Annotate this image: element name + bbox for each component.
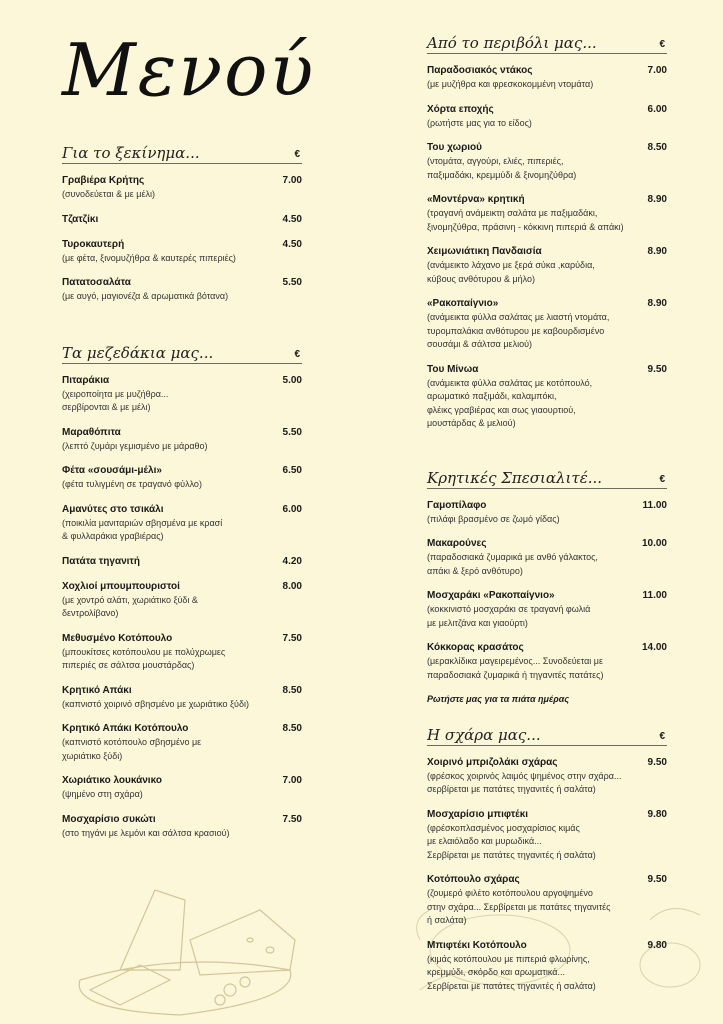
item-price: 7.50 — [282, 632, 302, 644]
menu-item — [62, 580, 302, 621]
item-description: (κιμάς κοτόπουλου με πιπεριά φλωρίνης, κρεμμύδι, σκόρδο και αρωματικά... Σερβίρεται με πατάτες τηγανιτές ή σαλάτα) — [427, 953, 596, 991]
item-name: Πατάτα τηγανιτή — [62, 555, 141, 567]
item-price: 6.50 — [282, 465, 302, 476]
item-name: Γαμοπίλαφο — [427, 499, 487, 511]
item-name: Μοσχαράκι «Ρακοπαίγνιο» — [427, 590, 555, 601]
currency-label: € — [294, 149, 300, 160]
item-name: Κρητικό Απάκι — [62, 684, 132, 696]
menu-item — [427, 297, 667, 352]
section-salads — [427, 31, 667, 442]
item-name: Μεθυσμένο Κοτόπουλο — [62, 632, 173, 644]
item-description: (φρέσκος χοιρινός λαιμός ψημένος στην σχάρα... σερβίρεται με πατάτες τηγανιτές ή σαλάτα) — [427, 770, 622, 794]
item-name: Μακαρούνες — [427, 538, 487, 549]
item-price: 9.80 — [647, 939, 667, 951]
section-starters — [62, 141, 302, 315]
section-title: Τα μεζεδάκια μας... — [62, 343, 214, 362]
left-column — [62, 141, 302, 851]
item-price: 8.90 — [647, 246, 667, 257]
item-name: Τζατζίκι — [62, 213, 99, 225]
menu-item — [427, 589, 667, 630]
item-price: 11.00 — [642, 590, 667, 601]
menu-item — [62, 426, 302, 454]
item-price: 8.90 — [647, 194, 667, 205]
item-description: (ψημένο στη σχάρα) — [62, 789, 143, 799]
item-name: Του χωριού — [427, 142, 482, 153]
item-price: 5.50 — [282, 426, 302, 438]
item-name: Φέτα «σουσάμι-μέλι» — [62, 465, 162, 476]
item-name: Κοτόπουλο σχάρας — [427, 874, 520, 885]
daily-dishes-note: Ρωτήστε μας για τα πιάτα ημέρας — [427, 694, 570, 704]
item-price: 7.00 — [647, 65, 667, 76]
item-name: Παραδοσιακός ντάκος — [427, 65, 533, 76]
item-description: (με μυζήθρα και φρεσκοκομμένη ντομάτα) — [427, 79, 594, 89]
item-name: Κρητικό Απάκι Κοτόπουλο — [62, 723, 189, 734]
item-price: 7.50 — [282, 813, 302, 825]
item-description: (με χοντρό αλάτι, χωριάτικο ξύδι & δεντρολίβανο) — [62, 594, 198, 618]
section-cretan-specialties — [427, 466, 667, 707]
menu-item — [62, 813, 302, 841]
item-price: 11.00 — [642, 499, 667, 511]
section-title: Από το περιβόλι μας... — [427, 34, 597, 52]
item-name: Χόρτα εποχής — [427, 103, 494, 115]
item-description: (τραγανή ανάμεικτη σαλάτα με παξιμαδάκι, ξινομηζύθρα, πράσινη - κόκκινη πιπεριά & απάκι) — [427, 208, 624, 232]
item-price: 4.50 — [282, 213, 302, 225]
item-description: (πιλάφι βρασμένο σε ζωμό γίδας) — [427, 513, 560, 524]
currency-label: € — [659, 39, 665, 50]
item-description: (ανάμεικτα φύλλα σαλάτας με λιαστή ντομάτα, τυρομπαλάκια ανθότυρου με καβουρδισμένο σουσάμι & σάλτσα μελιού) — [427, 312, 610, 349]
item-name: «Μοντέρνα» κρητική — [427, 194, 525, 205]
menu-item — [427, 64, 667, 92]
item-description: (φρέσκοπλασμένος μοσχαρίσιος κιμάς με ελαιόλαδο και μυρωδικά... Σερβίρεται με πατάτες τηγανιτές ή σαλάτα) — [427, 822, 596, 860]
item-price: 9.80 — [647, 808, 667, 820]
item-name: Μαραθόπιτα — [62, 426, 121, 438]
item-price: 7.00 — [282, 775, 302, 786]
menu-item — [427, 363, 667, 431]
item-name: Του Μίνωα — [427, 363, 479, 375]
item-description: (καπνιστό κοτόπουλο σβησμένο με χωριάτικο ξύδι) — [62, 737, 202, 761]
menu-item — [62, 464, 302, 492]
item-name: Χωριάτικο λουκάνικο — [62, 775, 162, 786]
section-title: Για το ξεκίνημα... — [62, 144, 200, 162]
item-price: 8.50 — [282, 723, 302, 734]
menu-item — [427, 141, 667, 182]
item-description: (με αυγό, μαγιονέζα & αρωματικά βότανα) — [62, 291, 229, 301]
item-name: Τυροκαυτερή — [62, 238, 125, 250]
currency-label: € — [659, 473, 665, 485]
item-price: 4.50 — [282, 238, 302, 250]
cheese-illustration — [60, 870, 300, 1020]
item-price: 9.50 — [647, 363, 667, 375]
menu-item — [427, 245, 667, 286]
item-price: 6.00 — [282, 503, 302, 515]
item-name: Χοχλιοί μπουμπουριστοί — [62, 580, 180, 592]
item-name: Μπιφτέκι Κοτόπουλο — [427, 939, 527, 951]
item-description: (ζουμερό φιλέτο κοτόπουλου αργοψημένο στην σχάρα... Σερβίρεται με πατάτες τηγανιτές ή σαλάτα) — [427, 888, 611, 925]
item-price: 14.00 — [641, 642, 667, 653]
currency-label: € — [294, 348, 300, 360]
menu-item — [62, 555, 302, 569]
item-name: Χοιρινό μπριζολάκι σχάρας — [427, 756, 558, 768]
menu-item — [427, 641, 667, 682]
item-name: Αμανύτες στο τσικάλι — [62, 503, 164, 515]
item-price: 8.50 — [647, 142, 667, 153]
item-price: 8.90 — [647, 298, 667, 309]
menu-item — [62, 276, 302, 304]
menu-item — [427, 808, 667, 863]
section-header — [62, 141, 302, 164]
item-description: (ρωτήστε μας για το είδος) — [427, 117, 532, 128]
item-price: 8.00 — [282, 580, 302, 592]
item-description: (λεπτό ζυμάρι γεμισμένο με μάραθο) — [62, 440, 208, 451]
section-header — [427, 723, 667, 746]
section-title: Η σχάρα μας... — [427, 725, 541, 744]
item-description: (συνοδεύεται & με μέλι) — [62, 189, 155, 199]
item-description: (μπουκίτσες κοτόπουλου με πολύχρωμες πιπεριές σε σάλτσα μουστάρδας) — [62, 646, 226, 670]
item-name: Μοσχαρίσιο μπιφτέκι — [427, 808, 529, 820]
menu-item — [62, 503, 302, 544]
item-price: 10.00 — [641, 538, 667, 549]
item-name: Πατατοσαλάτα — [62, 277, 131, 288]
section-header — [427, 31, 667, 54]
item-price: 9.50 — [647, 874, 667, 885]
menu-item — [427, 499, 667, 527]
item-price: 5.00 — [282, 374, 302, 386]
menu-item — [427, 939, 667, 994]
item-name: Κόκκορας κρασάτος — [427, 642, 524, 653]
right-column — [427, 31, 667, 1004]
menu-item — [427, 103, 667, 131]
item-description: (στο τηγάνι με λεμόνι και σάλτσα κρασιού) — [62, 827, 230, 838]
item-description: (μερακλίδικα μαγειρεμένος... Συνοδεύεται με παραδοσιακά ζυμαρικά ή τηγανιτές πατάτες) — [427, 656, 604, 680]
section-header — [427, 466, 667, 489]
item-price: 8.50 — [282, 684, 302, 696]
item-description: (παραδοσιακά ζυμαρικά με ανθό γάλακτος, απάκι & ξερό ανθότυρο) — [427, 552, 598, 576]
item-description: (φέτα τυλιγμένη σε τραγανό φύλλο) — [62, 479, 202, 489]
section-grill — [427, 723, 667, 1005]
menu-item — [62, 213, 302, 227]
item-description: (ποικιλία μανιταριών σβησμένα με κρασί & φυλλαράκια γραβιέρας) — [62, 517, 223, 541]
item-description: (ανάμεικτο λάχανο με ξερά σύκα ,καρύδια, κύβους ανθότυρου & μήλο) — [427, 260, 595, 284]
menu-item — [62, 722, 302, 763]
item-price: 6.00 — [647, 103, 667, 115]
item-name: Μοσχαρίσιο συκώτι — [62, 813, 156, 825]
menu-item — [62, 238, 302, 266]
item-description: (κοκκινιστό μοσχαράκι σε τραγανή φωλιά με μελιτζάνα και γιαούρτι) — [427, 604, 591, 628]
menu-item — [62, 774, 302, 802]
section-meze — [62, 341, 302, 852]
menu-item — [62, 684, 302, 712]
item-price: 7.00 — [282, 175, 302, 186]
section-title: Κρητικές Σπεσιαλιτέ... — [427, 468, 603, 487]
item-description: (με φέτα, ξινομυζήθρα & καυτερές πιπεριές) — [62, 252, 236, 263]
section-header — [62, 341, 302, 364]
currency-label: € — [659, 730, 665, 742]
item-price: 5.50 — [282, 277, 302, 288]
menu-item — [62, 632, 302, 673]
item-price: 4.20 — [282, 555, 302, 567]
menu-item — [62, 374, 302, 415]
item-description: (ντομάτα, αγγούρι, ελιές, πιπεριές, παξιμαδάκι, κρεμμύδι & ξινομηζύθρα) — [427, 156, 577, 180]
menu-item — [427, 193, 667, 234]
menu-item — [427, 537, 667, 578]
menu-item — [62, 174, 302, 202]
item-name: Γραβιέρα Κρήτης — [62, 175, 145, 186]
item-price: 9.50 — [647, 756, 667, 768]
item-name: «Ρακοπαίγνιο» — [427, 298, 499, 309]
item-description: (καπνιστό χοιρινό σβησμένο με χωριάτικο ξύδι) — [62, 698, 249, 709]
item-description: (χειροποίητα με μυζήθρα... σερβίρονται & με μέλι) — [62, 388, 169, 412]
menu-item — [427, 756, 667, 797]
item-description: (ανάμεικτα φύλλα σαλάτας με κοτόπουλό, αρωματικό παξιμάδι, καλαμπόκι, φλέικς γραβιέρας και σως γιαουρτιού, μουστάρδας & μελιού) — [427, 377, 593, 428]
item-name: Χειμωνιάτικη Πανδαισία — [427, 246, 542, 257]
menu-item — [427, 873, 667, 928]
item-name: Πιταράκια — [62, 374, 110, 386]
menu-title: Μενού — [62, 28, 316, 112]
